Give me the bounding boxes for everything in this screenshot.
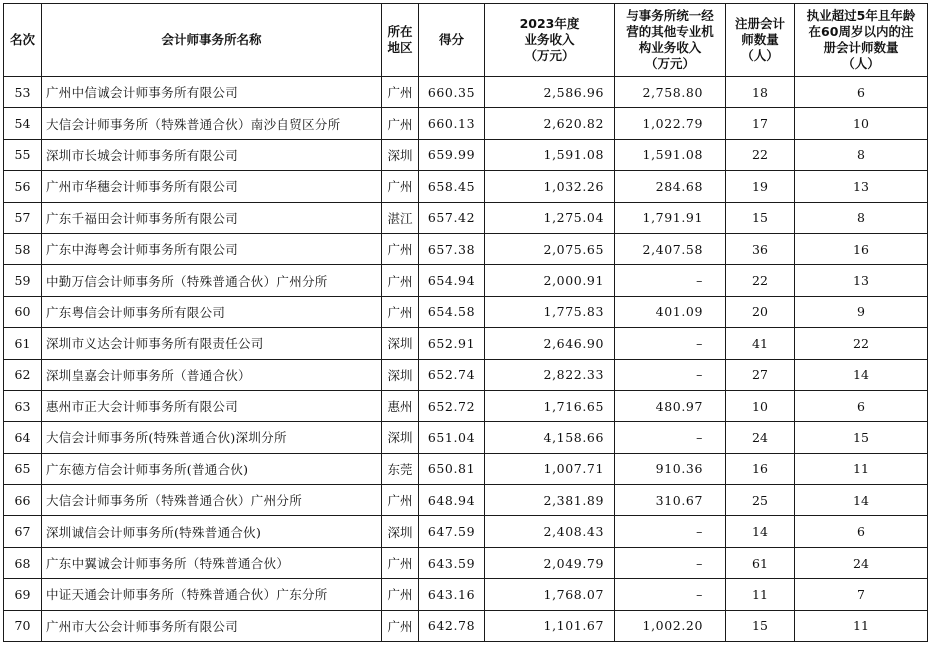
revenue-cell: 2,075.65	[485, 233, 615, 264]
cpa-count-cell: 15	[726, 202, 795, 233]
firm-name-cell: 大信会计师事务所（特殊普通合伙）南沙自贸区分所	[42, 108, 382, 139]
header-senior-cpa-line: 册会计师数量	[823, 40, 899, 55]
revenue-cell: 2,646.90	[485, 328, 615, 359]
firm-name-cell: 广东千福田会计师事务所有限公司	[42, 202, 382, 233]
other-revenue-cell: –	[615, 547, 726, 578]
table-row	[4, 610, 928, 641]
score-cell: 651.04	[419, 422, 485, 453]
senior-cpa-cell: 11	[795, 610, 928, 641]
revenue-cell: 4,158.66	[485, 422, 615, 453]
header-senior-cpa	[795, 4, 928, 77]
table-row	[4, 328, 928, 359]
firm-name-cell: 广东德方信会计师事务所(普通合伙)	[42, 453, 382, 484]
table-row	[4, 359, 928, 390]
score-cell: 652.74	[419, 359, 485, 390]
header-region	[382, 4, 419, 77]
table-row	[4, 453, 928, 484]
senior-cpa-cell: 15	[795, 422, 928, 453]
other-revenue-cell: –	[615, 328, 726, 359]
senior-cpa-cell: 14	[795, 359, 928, 390]
rank-cell: 61	[4, 328, 42, 359]
other-revenue-cell: 480.97	[615, 390, 726, 421]
table-row	[4, 485, 928, 516]
senior-cpa-cell: 9	[795, 296, 928, 327]
senior-cpa-cell: 8	[795, 139, 928, 170]
cpa-count-cell: 36	[726, 233, 795, 264]
header-region-line: 地区	[387, 40, 413, 55]
header-other-revenue-line: 构业务收入	[638, 40, 702, 55]
region-cell: 深圳	[382, 359, 419, 390]
score-cell: 657.42	[419, 202, 485, 233]
rank-cell: 67	[4, 516, 42, 547]
cpa-count-cell: 15	[726, 610, 795, 641]
score-cell: 652.91	[419, 328, 485, 359]
revenue-cell: 2,381.89	[485, 485, 615, 516]
header-cpa-count-line: 注册会计	[734, 16, 785, 31]
other-revenue-cell: 1,002.20	[615, 610, 726, 641]
cpa-count-cell: 14	[726, 516, 795, 547]
other-revenue-cell: –	[615, 265, 726, 296]
table-row	[4, 139, 928, 170]
senior-cpa-cell: 16	[795, 233, 928, 264]
other-revenue-cell: –	[615, 422, 726, 453]
header-senior-cpa-line: 在60周岁以内的注	[808, 24, 914, 39]
table-row	[4, 390, 928, 421]
revenue-cell: 2,620.82	[485, 108, 615, 139]
table-row	[4, 516, 928, 547]
table-row	[4, 108, 928, 139]
header-revenue-line: 业务收入	[524, 32, 575, 47]
header-score: 得分	[419, 4, 485, 77]
senior-cpa-cell: 10	[795, 108, 928, 139]
cpa-count-cell: 41	[726, 328, 795, 359]
firm-name-cell: 广州中信诚会计师事务所有限公司	[42, 77, 382, 108]
rank-cell: 54	[4, 108, 42, 139]
region-cell: 广州	[382, 485, 419, 516]
rank-cell: 66	[4, 485, 42, 516]
rank-cell: 56	[4, 171, 42, 202]
revenue-cell: 2,408.43	[485, 516, 615, 547]
header-senior-cpa-line: （人）	[842, 56, 880, 71]
score-cell: 659.99	[419, 139, 485, 170]
cpa-count-cell: 11	[726, 579, 795, 610]
other-revenue-cell: –	[615, 516, 726, 547]
firm-name-cell: 深圳诚信会计师事务所(特殊普通合伙)	[42, 516, 382, 547]
score-cell: 647.59	[419, 516, 485, 547]
cpa-count-cell: 24	[726, 422, 795, 453]
header-cpa-count-line: （人）	[741, 48, 779, 63]
score-cell: 643.16	[419, 579, 485, 610]
score-cell: 654.94	[419, 265, 485, 296]
other-revenue-cell: 2,758.80	[615, 77, 726, 108]
header-cpa-count-line: 师数量	[741, 32, 779, 47]
revenue-cell: 1,716.65	[485, 390, 615, 421]
region-cell: 深圳	[382, 516, 419, 547]
revenue-cell: 1,275.04	[485, 202, 615, 233]
cpa-count-cell: 18	[726, 77, 795, 108]
cpa-count-cell: 22	[726, 265, 795, 296]
header-other-revenue	[615, 4, 726, 77]
revenue-cell: 1,591.08	[485, 139, 615, 170]
revenue-cell: 2,586.96	[485, 77, 615, 108]
senior-cpa-cell: 13	[795, 171, 928, 202]
region-cell: 东莞	[382, 453, 419, 484]
cpa-count-cell: 10	[726, 390, 795, 421]
senior-cpa-cell: 7	[795, 579, 928, 610]
table-row	[4, 422, 928, 453]
region-cell: 广州	[382, 233, 419, 264]
firm-name-cell: 中勤万信会计师事务所（特殊普通合伙）广州分所	[42, 265, 382, 296]
revenue-cell: 1,032.26	[485, 171, 615, 202]
score-cell: 643.59	[419, 547, 485, 578]
firm-name-cell: 广东中翼诚会计师事务所（特殊普通合伙）	[42, 547, 382, 578]
revenue-cell: 2,049.79	[485, 547, 615, 578]
revenue-cell: 1,775.83	[485, 296, 615, 327]
region-cell: 广州	[382, 547, 419, 578]
firm-name-cell: 大信会计师事务所（特殊普通合伙）广州分所	[42, 485, 382, 516]
score-cell: 657.38	[419, 233, 485, 264]
other-revenue-cell: 401.09	[615, 296, 726, 327]
other-revenue-cell: 1,591.08	[615, 139, 726, 170]
revenue-cell: 2,000.91	[485, 265, 615, 296]
header-firm: 会计师事务所名称	[42, 4, 382, 77]
table-row	[4, 233, 928, 264]
senior-cpa-cell: 6	[795, 516, 928, 547]
senior-cpa-cell: 14	[795, 485, 928, 516]
rank-cell: 63	[4, 390, 42, 421]
firm-name-cell: 中证天通会计师事务所（特殊普通合伙）广东分所	[42, 579, 382, 610]
table-row	[4, 296, 928, 327]
table-row	[4, 77, 928, 108]
region-cell: 广州	[382, 265, 419, 296]
header-other-revenue-line: （万元）	[644, 56, 695, 71]
revenue-cell: 2,822.33	[485, 359, 615, 390]
region-cell: 深圳	[382, 139, 419, 170]
cpa-count-cell: 22	[726, 139, 795, 170]
header-revenue-line: 2023年度	[519, 16, 580, 31]
rank-cell: 62	[4, 359, 42, 390]
firm-name-cell: 广东中海粤会计师事务所有限公司	[42, 233, 382, 264]
senior-cpa-cell: 6	[795, 77, 928, 108]
cpa-count-cell: 17	[726, 108, 795, 139]
score-cell: 648.94	[419, 485, 485, 516]
cpa-count-cell: 25	[726, 485, 795, 516]
rank-cell: 69	[4, 579, 42, 610]
region-cell: 广州	[382, 171, 419, 202]
rank-cell: 53	[4, 77, 42, 108]
region-cell: 广州	[382, 610, 419, 641]
firm-name-cell: 广东粤信会计师事务所有限公司	[42, 296, 382, 327]
header-other-revenue-line: 与事务所统一经	[626, 8, 714, 23]
senior-cpa-cell: 24	[795, 547, 928, 578]
score-cell: 658.45	[419, 171, 485, 202]
region-cell: 惠州	[382, 390, 419, 421]
region-cell: 广州	[382, 77, 419, 108]
table-row	[4, 547, 928, 578]
header-rank: 名次	[4, 4, 42, 77]
firm-name-cell: 广州市华穗会计师事务所有限公司	[42, 171, 382, 202]
firm-name-cell: 深圳市义达会计师事务所有限责任公司	[42, 328, 382, 359]
region-cell: 广州	[382, 579, 419, 610]
revenue-cell: 1,007.71	[485, 453, 615, 484]
firm-name-cell: 大信会计师事务所(特殊普通合伙)深圳分所	[42, 422, 382, 453]
score-cell: 650.81	[419, 453, 485, 484]
region-cell: 广州	[382, 296, 419, 327]
other-revenue-cell: 1,022.79	[615, 108, 726, 139]
other-revenue-cell: –	[615, 359, 726, 390]
rank-cell: 58	[4, 233, 42, 264]
senior-cpa-cell: 11	[795, 453, 928, 484]
rank-cell: 60	[4, 296, 42, 327]
firm-name-cell: 广州市大公会计师事务所有限公司	[42, 610, 382, 641]
score-cell: 660.35	[419, 77, 485, 108]
table-body	[4, 77, 928, 642]
header-other-revenue-line: 营的其他专业机	[626, 24, 714, 39]
rank-cell: 70	[4, 610, 42, 641]
rank-cell: 68	[4, 547, 42, 578]
table-row	[4, 202, 928, 233]
other-revenue-cell: 284.68	[615, 171, 726, 202]
header-region-line: 所在	[387, 24, 413, 39]
score-cell: 642.78	[419, 610, 485, 641]
region-cell: 深圳	[382, 422, 419, 453]
senior-cpa-cell: 22	[795, 328, 928, 359]
rank-cell: 59	[4, 265, 42, 296]
rank-cell: 64	[4, 422, 42, 453]
rank-cell: 65	[4, 453, 42, 484]
revenue-cell: 1,768.07	[485, 579, 615, 610]
header-senior-cpa-line: 执业超过5年且年龄	[806, 8, 916, 23]
region-cell: 深圳	[382, 328, 419, 359]
rank-cell: 55	[4, 139, 42, 170]
table-row	[4, 579, 928, 610]
rank-cell: 57	[4, 202, 42, 233]
table-row	[4, 171, 928, 202]
region-cell: 湛江	[382, 202, 419, 233]
revenue-cell: 1,101.67	[485, 610, 615, 641]
table-row	[4, 265, 928, 296]
cpa-count-cell: 61	[726, 547, 795, 578]
firm-name-cell: 深圳市长城会计师事务所有限公司	[42, 139, 382, 170]
firm-ranking-table	[3, 3, 928, 642]
score-cell: 654.58	[419, 296, 485, 327]
other-revenue-cell: –	[615, 579, 726, 610]
score-cell: 652.72	[419, 390, 485, 421]
other-revenue-cell: 310.67	[615, 485, 726, 516]
senior-cpa-cell: 13	[795, 265, 928, 296]
cpa-count-cell: 27	[726, 359, 795, 390]
header-cpa-count	[726, 4, 795, 77]
header-revenue-line: （万元）	[524, 48, 575, 63]
cpa-count-cell: 19	[726, 171, 795, 202]
other-revenue-cell: 910.36	[615, 453, 726, 484]
other-revenue-cell: 1,791.91	[615, 202, 726, 233]
firm-name-cell: 惠州市正大会计师事务所有限公司	[42, 390, 382, 421]
senior-cpa-cell: 6	[795, 390, 928, 421]
header-revenue	[485, 4, 615, 77]
cpa-count-cell: 20	[726, 296, 795, 327]
region-cell: 广州	[382, 108, 419, 139]
senior-cpa-cell: 8	[795, 202, 928, 233]
score-cell: 660.13	[419, 108, 485, 139]
cpa-count-cell: 16	[726, 453, 795, 484]
other-revenue-cell: 2,407.58	[615, 233, 726, 264]
firm-name-cell: 深圳皇嘉会计师事务所（普通合伙）	[42, 359, 382, 390]
table-header-row	[4, 4, 928, 77]
